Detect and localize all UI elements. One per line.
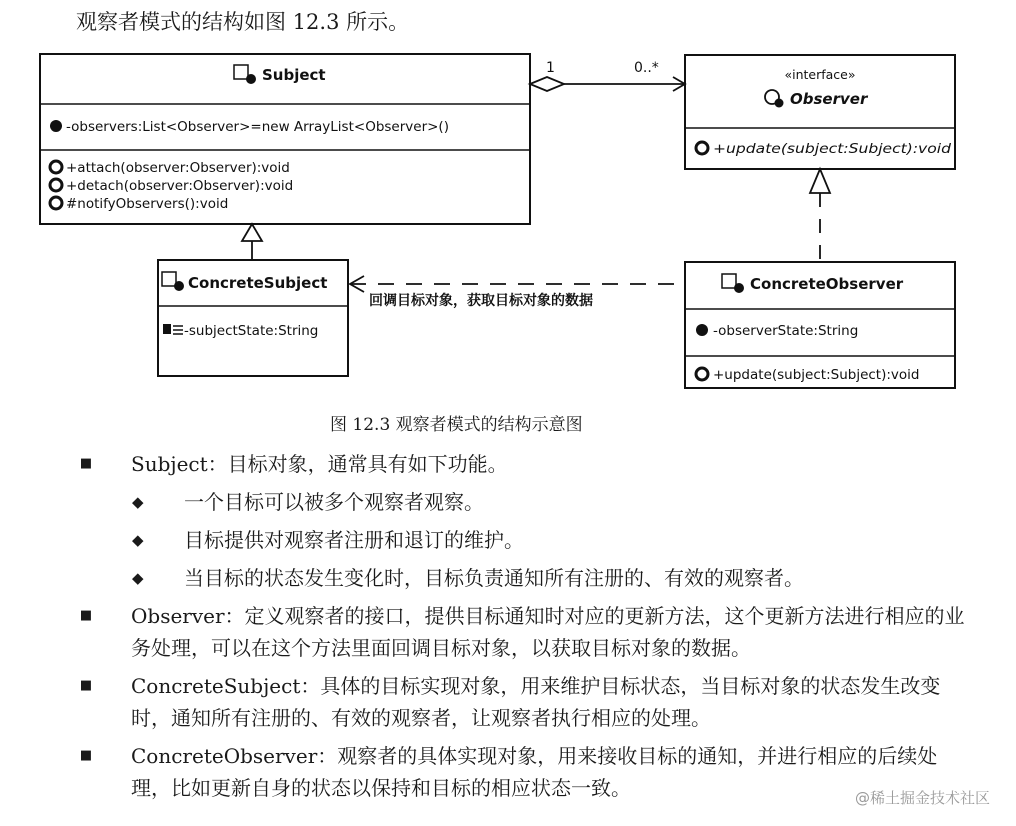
concrete-subject-class — [158, 260, 348, 376]
list-item-observer — [0, 600, 1016, 664]
diamond-bullet-icon: ◆ — [132, 569, 144, 587]
intro-text: 观察者模式的结构如图 12.3 所示。 — [76, 10, 410, 34]
concrete-observer-name: ConcreteObserver — [750, 275, 904, 293]
list-item-text: Subject：目标对象，通常具有如下功能。 — [131, 452, 508, 476]
private-field-icon — [50, 120, 62, 132]
method-icon — [696, 142, 708, 154]
subject-name: Subject — [262, 66, 326, 84]
subject-method-detach: +detach(observer:Observer):void — [66, 178, 294, 194]
realization-triangle — [810, 169, 830, 193]
square-bullet-icon: ■ — [79, 748, 93, 763]
observer-method: +update(subject:Subject):void — [713, 141, 952, 157]
square-bullet-icon: ■ — [79, 456, 93, 471]
callback-dependency — [350, 276, 685, 309]
aggregation-association — [530, 60, 685, 91]
concrete-subject-field: -subjectState:String — [184, 323, 319, 339]
sub-item-text: 目标提供对观察者注册和退订的维护。 — [184, 528, 524, 552]
concrete-observer-field: -observerState:String — [713, 323, 859, 339]
description-list — [0, 448, 1016, 804]
multiplicity-many: 0..* — [634, 60, 659, 76]
sub-item-text: 一个目标可以被多个观察者观察。 — [184, 490, 484, 514]
method-icon — [50, 197, 62, 209]
concrete-subject-name: ConcreteSubject — [188, 274, 328, 292]
list-item-text: ConcreteSubject：具体的目标实现对象，用来维护目标状态，当目标对象的状态发生改变时，通知所有注册的、有效的观察者，让观察者执行相应的处理。 — [131, 674, 941, 730]
method-icon — [50, 179, 62, 191]
observer-name: Observer — [790, 90, 868, 108]
diamond-bullet-icon: ◆ — [132, 493, 144, 511]
diamond-bullet-icon: ◆ — [132, 531, 144, 549]
method-icon — [50, 161, 62, 173]
concrete-observer-method: +update(subject:Subject):void — [713, 367, 920, 383]
uml-diagram — [0, 0, 1016, 410]
sub-item-text: 当目标的状态发生变化时，目标负责通知所有注册的、有效的观察者。 — [184, 566, 804, 590]
sub-item — [0, 562, 1016, 594]
concrete-observer-class — [685, 262, 955, 388]
aggregation-diamond — [530, 77, 564, 91]
list-item-text: Observer：定义观察者的接口，提供目标通知时对应的更新方法，这个更新方法进行相应的业务处理，可以在这个方法里面回调目标对象，以获取目标对象的数据。 — [131, 604, 965, 660]
figure-caption: 图 12.3 观察者模式的结构示意图 — [330, 415, 583, 435]
inheritance-triangle — [242, 224, 262, 241]
list-item-text: ConcreteObserver：观察者的具体实现对象，用来接收目标的通知，并进行相应的后续处理，比如更新自身的状态以保持和目标的相应状态一致。 — [131, 744, 938, 800]
observer-stereotype: «interface» — [784, 67, 856, 82]
sub-item — [0, 524, 1016, 556]
realization-observer — [810, 169, 830, 262]
subject-method-attach: +attach(observer:Observer):void — [66, 160, 290, 176]
list-item-concrete-subject — [0, 670, 1016, 734]
generalization-subject — [242, 224, 262, 260]
list-item-subject — [0, 448, 1016, 480]
method-icon — [696, 368, 708, 380]
subject-field: -observers:List<Observer>=new ArrayList<Observer>() — [66, 119, 449, 135]
square-bullet-icon: ■ — [79, 678, 93, 693]
callback-label: 回调目标对象，获取目标对象的数据 — [369, 293, 593, 309]
watermark: @稀土掘金技术社区 — [854, 789, 990, 807]
observer-interface — [685, 55, 955, 169]
subject-class — [40, 54, 530, 224]
private-field-icon — [696, 324, 708, 336]
square-bullet-icon: ■ — [79, 608, 93, 623]
multiplicity-one: 1 — [546, 60, 555, 76]
sub-item — [0, 486, 1016, 518]
subject-method-notify: #notifyObservers():void — [66, 196, 229, 212]
